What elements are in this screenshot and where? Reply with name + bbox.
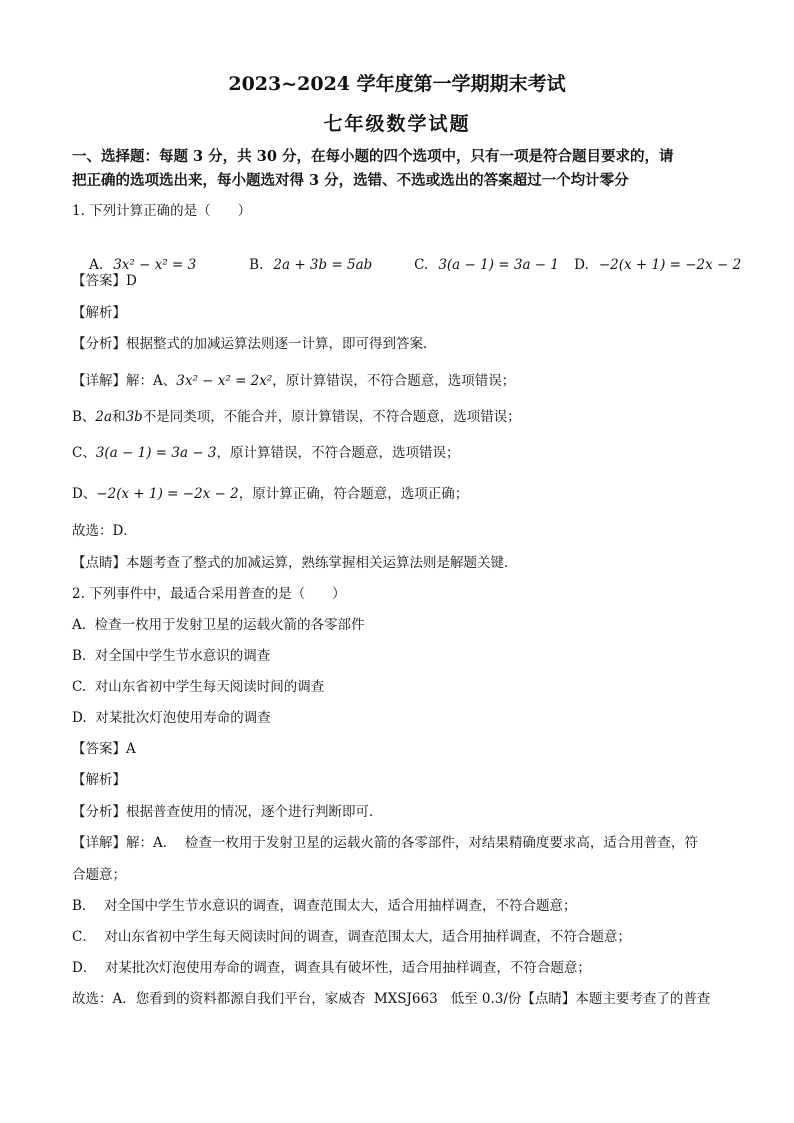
q2-answer: 【答案】A <box>72 741 136 757</box>
q1-option-a-expr: 3x² − x² = 3 <box>113 257 197 273</box>
q1-detail-c-expr: 3(a − 1) = 3a − 3 <box>95 445 217 461</box>
q1-option-b-label: B. <box>249 257 264 273</box>
q1-option-c-expr: 3(a − 1) = 3a − 1 <box>438 257 559 273</box>
q1-detail-d-prefix: D、 <box>72 486 97 502</box>
q1-option-d <box>557 235 741 295</box>
q1-detail-b-expr-2: 3b <box>125 409 143 425</box>
q1-option-b <box>232 235 372 295</box>
q2-option-a: A. 检查一枚用于发射卫星的运载火箭的各零部件 <box>72 617 365 633</box>
exam-title: 2023~2024 学年度第一学期期末考试 <box>228 73 566 95</box>
q2-option-b: B. 对全国中学生节水意识的调查 <box>72 648 271 664</box>
q1-detail-b <box>72 407 521 427</box>
q1-option-c-label: C. <box>414 257 429 273</box>
q1-analysis: 【分析】根据整式的加减运算法则逐一计算，即可得到答案． <box>72 336 437 352</box>
q2-detail-b: B． 对全国中学生节水意识的调查，调查范围太大，适合用抽样调查，不符合题意； <box>72 898 577 914</box>
q1-answer: 【答案】D <box>72 273 137 289</box>
q1-detail-c-prefix: C、 <box>72 445 96 461</box>
q1-detail-b-prefix: B、 <box>72 409 96 425</box>
section-instruction-line-1: 一、选择题：每题 3 分，共 30 分，在每小题的四个选项中，只有一项是符合题目要求的，请 <box>72 148 674 165</box>
q1-detail-c <box>72 443 460 463</box>
q2-analysis: 【分析】根据普查使用的情况，逐个进行判断即可． <box>72 804 383 820</box>
q1-detail-b-mid: 和 <box>112 409 126 425</box>
q2-stem: 2. 下列事件中，最适合采用普查的是（ ） <box>72 586 346 602</box>
q1-stem: 1. 下列计算正确的是（ ） <box>72 203 252 219</box>
q1-detail-c-suffix: ，原计算错误，不符合题意，选项错误； <box>216 445 460 461</box>
q2-option-d: D. 对某批次灯泡使用寿命的调查 <box>72 710 271 726</box>
q1-option-a-label: A. <box>89 257 104 273</box>
q2-detail-c: C． 对山东省初中学生每天阅读时间的调查，调查范围太大，适合用抽样调查，不符合题意； <box>72 929 631 945</box>
exam-subtitle: 七年级数学试题 <box>323 113 471 135</box>
q2-option-c: C. 对山东省初中学生每天阅读时间的调查 <box>72 679 325 695</box>
q2-jiexi-tag: 【解析】 <box>72 772 126 788</box>
q1-detail-d-suffix: ，原计算正确，符合题意，选项正确； <box>238 486 469 502</box>
q1-dianjing: 【点睛】本题考查了整式的加减运算，熟练掌握相关运算法则是解题关键． <box>72 555 518 571</box>
q1-detail-b-expr-1: 2a <box>95 409 113 425</box>
q1-option-d-expr: −2(x + 1) = −2x − 2 <box>598 257 742 273</box>
section-instruction-line-2: 把正确的选项选出来，每小题选对得 3 分，选错、不选或选出的答案超过一个均计零分 <box>72 172 629 189</box>
q1-conclusion: 故选：D． <box>72 523 137 539</box>
q1-option-c <box>397 235 559 295</box>
q2-detail-line-1: 【详解】解：A． 检查一枚用于发射卫星的运载火箭的各零部件，对结果精确度要求高，适合用普查，符 <box>72 835 698 851</box>
q1-detail-d <box>72 484 468 504</box>
q2-conclusion-and-dianjing: 故选：A．您看到的资料都源自我们平台，家威杏 MXSJ663 低至 0.3/份【点睛】本题主要考查了的普查 <box>72 991 711 1007</box>
q2-detail-d: D． 对某批次灯泡使用寿命的调查，调查具有破坏性，适合用抽样调查，不符合题意； <box>72 960 591 976</box>
q1-detail-d-expr: −2(x + 1) = −2x − 2 <box>96 486 239 502</box>
q1-detail-a <box>72 371 515 391</box>
q1-jiexi-tag: 【解析】 <box>72 305 126 321</box>
q1-option-b-expr: 2a + 3b = 5ab <box>273 257 373 273</box>
q1-detail-a-prefix: 【详解】解：A、 <box>72 373 177 389</box>
q1-detail-a-suffix: ，原计算错误，不符合题意，选项错误； <box>272 373 516 389</box>
q1-option-d-label: D. <box>574 257 589 273</box>
q1-detail-a-expr: 3x² − x² = 2x² <box>176 373 273 389</box>
q1-detail-b-suffix: 不是同类项，不能合并，原计算错误，不符合题意，选项错误； <box>142 409 521 425</box>
q2-detail-line-2: 合题意； <box>72 867 126 883</box>
